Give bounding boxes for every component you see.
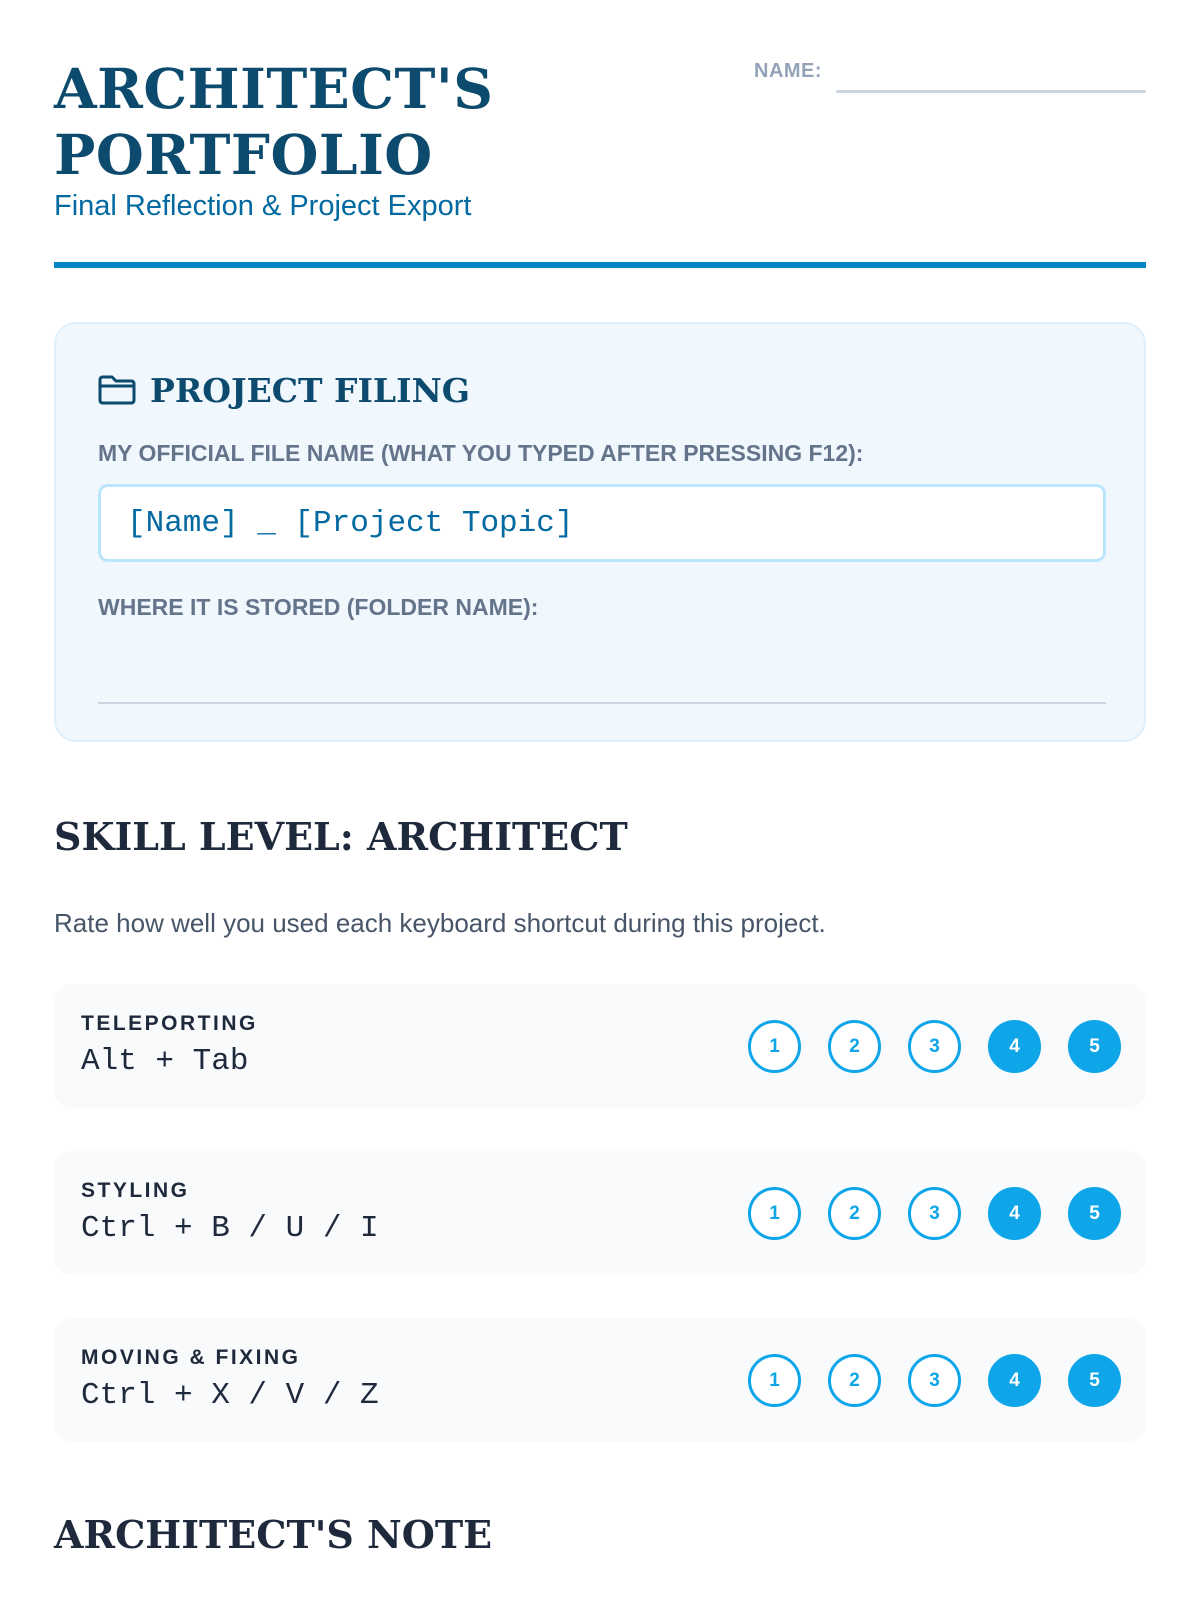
skill-name: TELEPORTING — [81, 1012, 258, 1035]
name-field[interactable] — [754, 60, 1146, 96]
filing-title: PROJECT FILING — [150, 370, 470, 410]
header-divider — [54, 262, 1146, 268]
rating-scale — [748, 1187, 1121, 1240]
name-label: NAME: — [754, 60, 823, 82]
skill-section-title: SKILL LEVEL: ARCHITECT — [54, 814, 628, 859]
rating-scale — [748, 1354, 1121, 1407]
skill-row-teleporting — [54, 984, 1146, 1108]
skill-name: MOVING & FIXING — [81, 1346, 301, 1369]
rating-3[interactable]: 3 — [908, 1187, 961, 1240]
filing-heading — [98, 370, 470, 410]
rating-3[interactable]: 3 — [908, 1354, 961, 1407]
rating-scale — [748, 1020, 1121, 1073]
skill-shortcut: Ctrl + B / U / I — [81, 1211, 379, 1246]
skill-row-moving-fixing — [54, 1318, 1146, 1442]
header — [54, 0, 1146, 268]
rating-4[interactable]: 4 — [988, 1354, 1041, 1407]
filename-field[interactable]: [Name] _ [Project Topic] — [98, 484, 1106, 562]
rating-2[interactable]: 2 — [828, 1187, 881, 1240]
rating-2[interactable]: 2 — [828, 1354, 881, 1407]
filename-label: MY OFFICIAL FILE NAME (WHAT YOU TYPED AFTER PRESSING F12): — [98, 440, 864, 466]
rating-5[interactable]: 5 — [1068, 1020, 1121, 1073]
skill-shortcut: Alt + Tab — [81, 1044, 249, 1079]
name-input-line[interactable] — [836, 90, 1146, 93]
title-line-1: ARCHITECT'S — [54, 56, 494, 121]
skill-instructions: Rate how well you used each keyboard shortcut during this project. — [54, 908, 826, 938]
rating-3[interactable]: 3 — [908, 1020, 961, 1073]
page-subtitle: Final Reflection & Project Export — [54, 190, 472, 222]
rating-1[interactable]: 1 — [748, 1020, 801, 1073]
folder-input-line[interactable] — [98, 702, 1106, 704]
skill-name: STYLING — [81, 1179, 190, 1202]
rating-4[interactable]: 4 — [988, 1020, 1041, 1073]
project-filing-card — [54, 322, 1146, 742]
folder-label: WHERE IT IS STORED (FOLDER NAME): — [98, 594, 539, 620]
skill-shortcut: Ctrl + X / V / Z — [81, 1378, 379, 1413]
note-section-title: ARCHITECT'S NOTE — [54, 1512, 493, 1557]
title-line-2: PORTFOLIO — [54, 122, 433, 187]
rating-5[interactable]: 5 — [1068, 1187, 1121, 1240]
rating-4[interactable]: 4 — [988, 1187, 1041, 1240]
folder-icon — [98, 375, 136, 405]
page-title — [54, 56, 493, 188]
rating-1[interactable]: 1 — [748, 1187, 801, 1240]
rating-5[interactable]: 5 — [1068, 1354, 1121, 1407]
skill-row-styling — [54, 1151, 1146, 1275]
rating-1[interactable]: 1 — [748, 1354, 801, 1407]
rating-2[interactable]: 2 — [828, 1020, 881, 1073]
